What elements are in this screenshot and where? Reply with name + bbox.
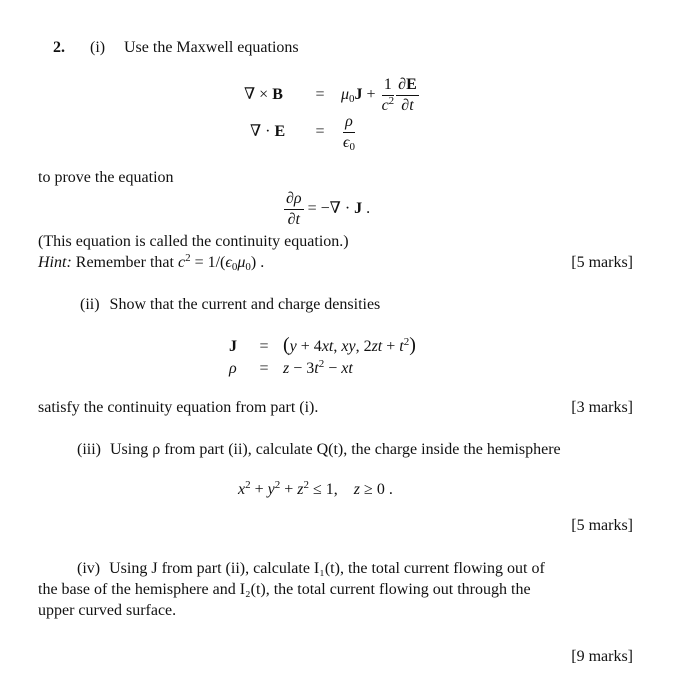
part-iii-label: (iii) — [77, 441, 101, 458]
part-ii-conclusion: satisfy the continuity equation from part (i). — [38, 399, 319, 416]
question-number: 2. — [53, 39, 65, 56]
charge-density-equation: $\rho = z - 3t^2$ − xt — [229, 358, 353, 377]
part-ii-label: (ii) — [80, 296, 100, 313]
part-i-intro: Use the Maxwell equations — [124, 39, 299, 56]
part-iv-label: (iv) — [77, 560, 101, 577]
part-iii-marks: [5 marks] — [571, 517, 633, 534]
part-ii-line — [80, 297, 380, 313]
part-i-label: (i) — [90, 39, 106, 56]
part-iv-line-2: the base of the hemisphere and I₂(t), the total current flowing out through the — [38, 581, 531, 598]
continuity-equation: $\frac{\partial\rho}{\partial t}$ = −∇ · J . — [286, 190, 371, 228]
hint-formula: $c^2 = 1/(\epsilon_0\mu_0)$ . — [177, 252, 265, 273]
part-i-connector: to prove the equation — [38, 169, 174, 186]
part-ii-marks: [3 marks] — [571, 399, 633, 416]
part-iii-text: Using ρ from part (ii), calculate Q(t), the charge inside the hemisphere — [110, 441, 561, 458]
part-i-marks: [5 marks] — [571, 254, 633, 271]
part-iv-line1: Using J from part (ii), calculate I₁(t), the total current flowing out of — [109, 560, 545, 577]
hemisphere-inequality: $x^2 + y^2 + z^2 \le 1$, z ≥ 0 . — [238, 479, 393, 498]
part-iv-line-1 — [77, 561, 545, 577]
maxwell-equation-2: ∇ · E = $\frac{\rho}{\epsilon_0}$ — [250, 113, 355, 153]
part-i-note: (This equation is called the continuity equation.) — [38, 233, 349, 250]
hint-label: Hint: — [38, 254, 72, 271]
part-i-hint — [38, 252, 265, 273]
part-iii-line — [77, 442, 561, 458]
part-ii-intro: Show that the current and charge densities — [109, 296, 381, 313]
current-density-equation: J = (y + 4xt, xy, $2zt + t^2$) — [229, 334, 416, 356]
part-iv-line-3: upper curved surface. — [38, 602, 177, 619]
part-iv-marks: [9 marks] — [571, 648, 633, 665]
hint-text: Remember that — [75, 254, 174, 271]
maxwell-equation-1: ∇ × $B = \mu_0J$ + $\frac{1}{c^2}$ $\frac{\partial E}{\partial t}$ — [244, 76, 417, 114]
